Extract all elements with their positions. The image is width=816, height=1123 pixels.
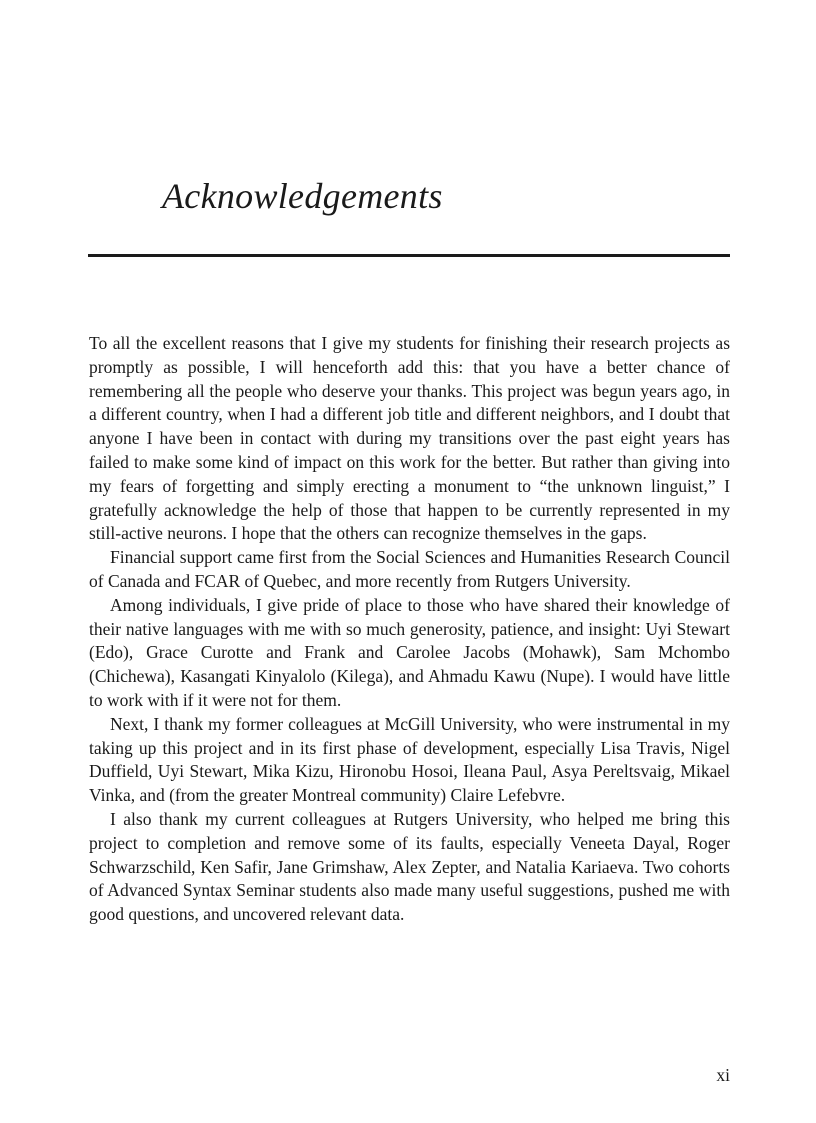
paragraph-intro: To all the excellent reasons that I give my students for finishing their research projects as promptly as possible, I will henceforth add this: that you have a better chance of remembering all the people who deserve your thanks. This project was begun years ago, in a different country, when I had a different job title and different neighbors, and I doubt that anyone I have been in contact with during my transitions over the past eight years has failed to make some kind of impact on this work for the better. But rather than giving into my fears of forgetting and simply erecting a monument to “the unknown linguist,” I gratefully acknowledge the help of those that happen to be currently represented in my still-active neurons. I hope that the others can recognize themselves in the gaps. bbox=[89, 333, 730, 544]
paragraph-financial-support: Financial support came first from the Social Sciences and Humanities Research Council of Canada and FCAR of Quebec, and more recently from Rutgers University. bbox=[89, 547, 730, 591]
paragraph-rutgers-colleagues: I also thank my current colleagues at Rutgers University, who helped me bring this project to completion and remove some of its faults, especially Veneeta Dayal, Roger Schwarzschild, Ken Safir, Jane Grimshaw, Alex Zepter, and Natalia Kariaeva. Two cohorts of Advanced Syntax Seminar students also made many useful suggestions, pushed me with good questions, and uncovered relevant data. bbox=[89, 808, 730, 925]
chapter-title: Acknowledgements bbox=[162, 176, 443, 216]
paragraph-mcgill-colleagues: Next, I thank my former colleagues at McGill University, who were instrumental in my taking up this project and in its first phase of development, especially Lisa Travis, Nigel Duffield, Uyi Stewart, Mika Kizu, Hironobu Hosoi, Ileana Paul, Asya Pereltsvaig, Mikael Vinka, and (from the greater Montreal community) Claire Lefebvre. bbox=[89, 713, 730, 806]
paragraph-language-consultants: Among individuals, I give pride of place to those who have shared their knowledge of their native languages with me with so much generosity, patience, and insight: Uyi Stewart (Edo), Grace Curotte and Frank and Carolee Jacobs (Mohawk), Sam Mchombo (Chichewa), Kasangati Kinyalolo (Kilega), and Ahmadu Kawu (Nupe). I would have little to work with if it were not for them. bbox=[89, 594, 730, 710]
page-number: xi bbox=[716, 1065, 730, 1085]
body-text bbox=[89, 332, 730, 927]
title-rule bbox=[88, 254, 730, 257]
